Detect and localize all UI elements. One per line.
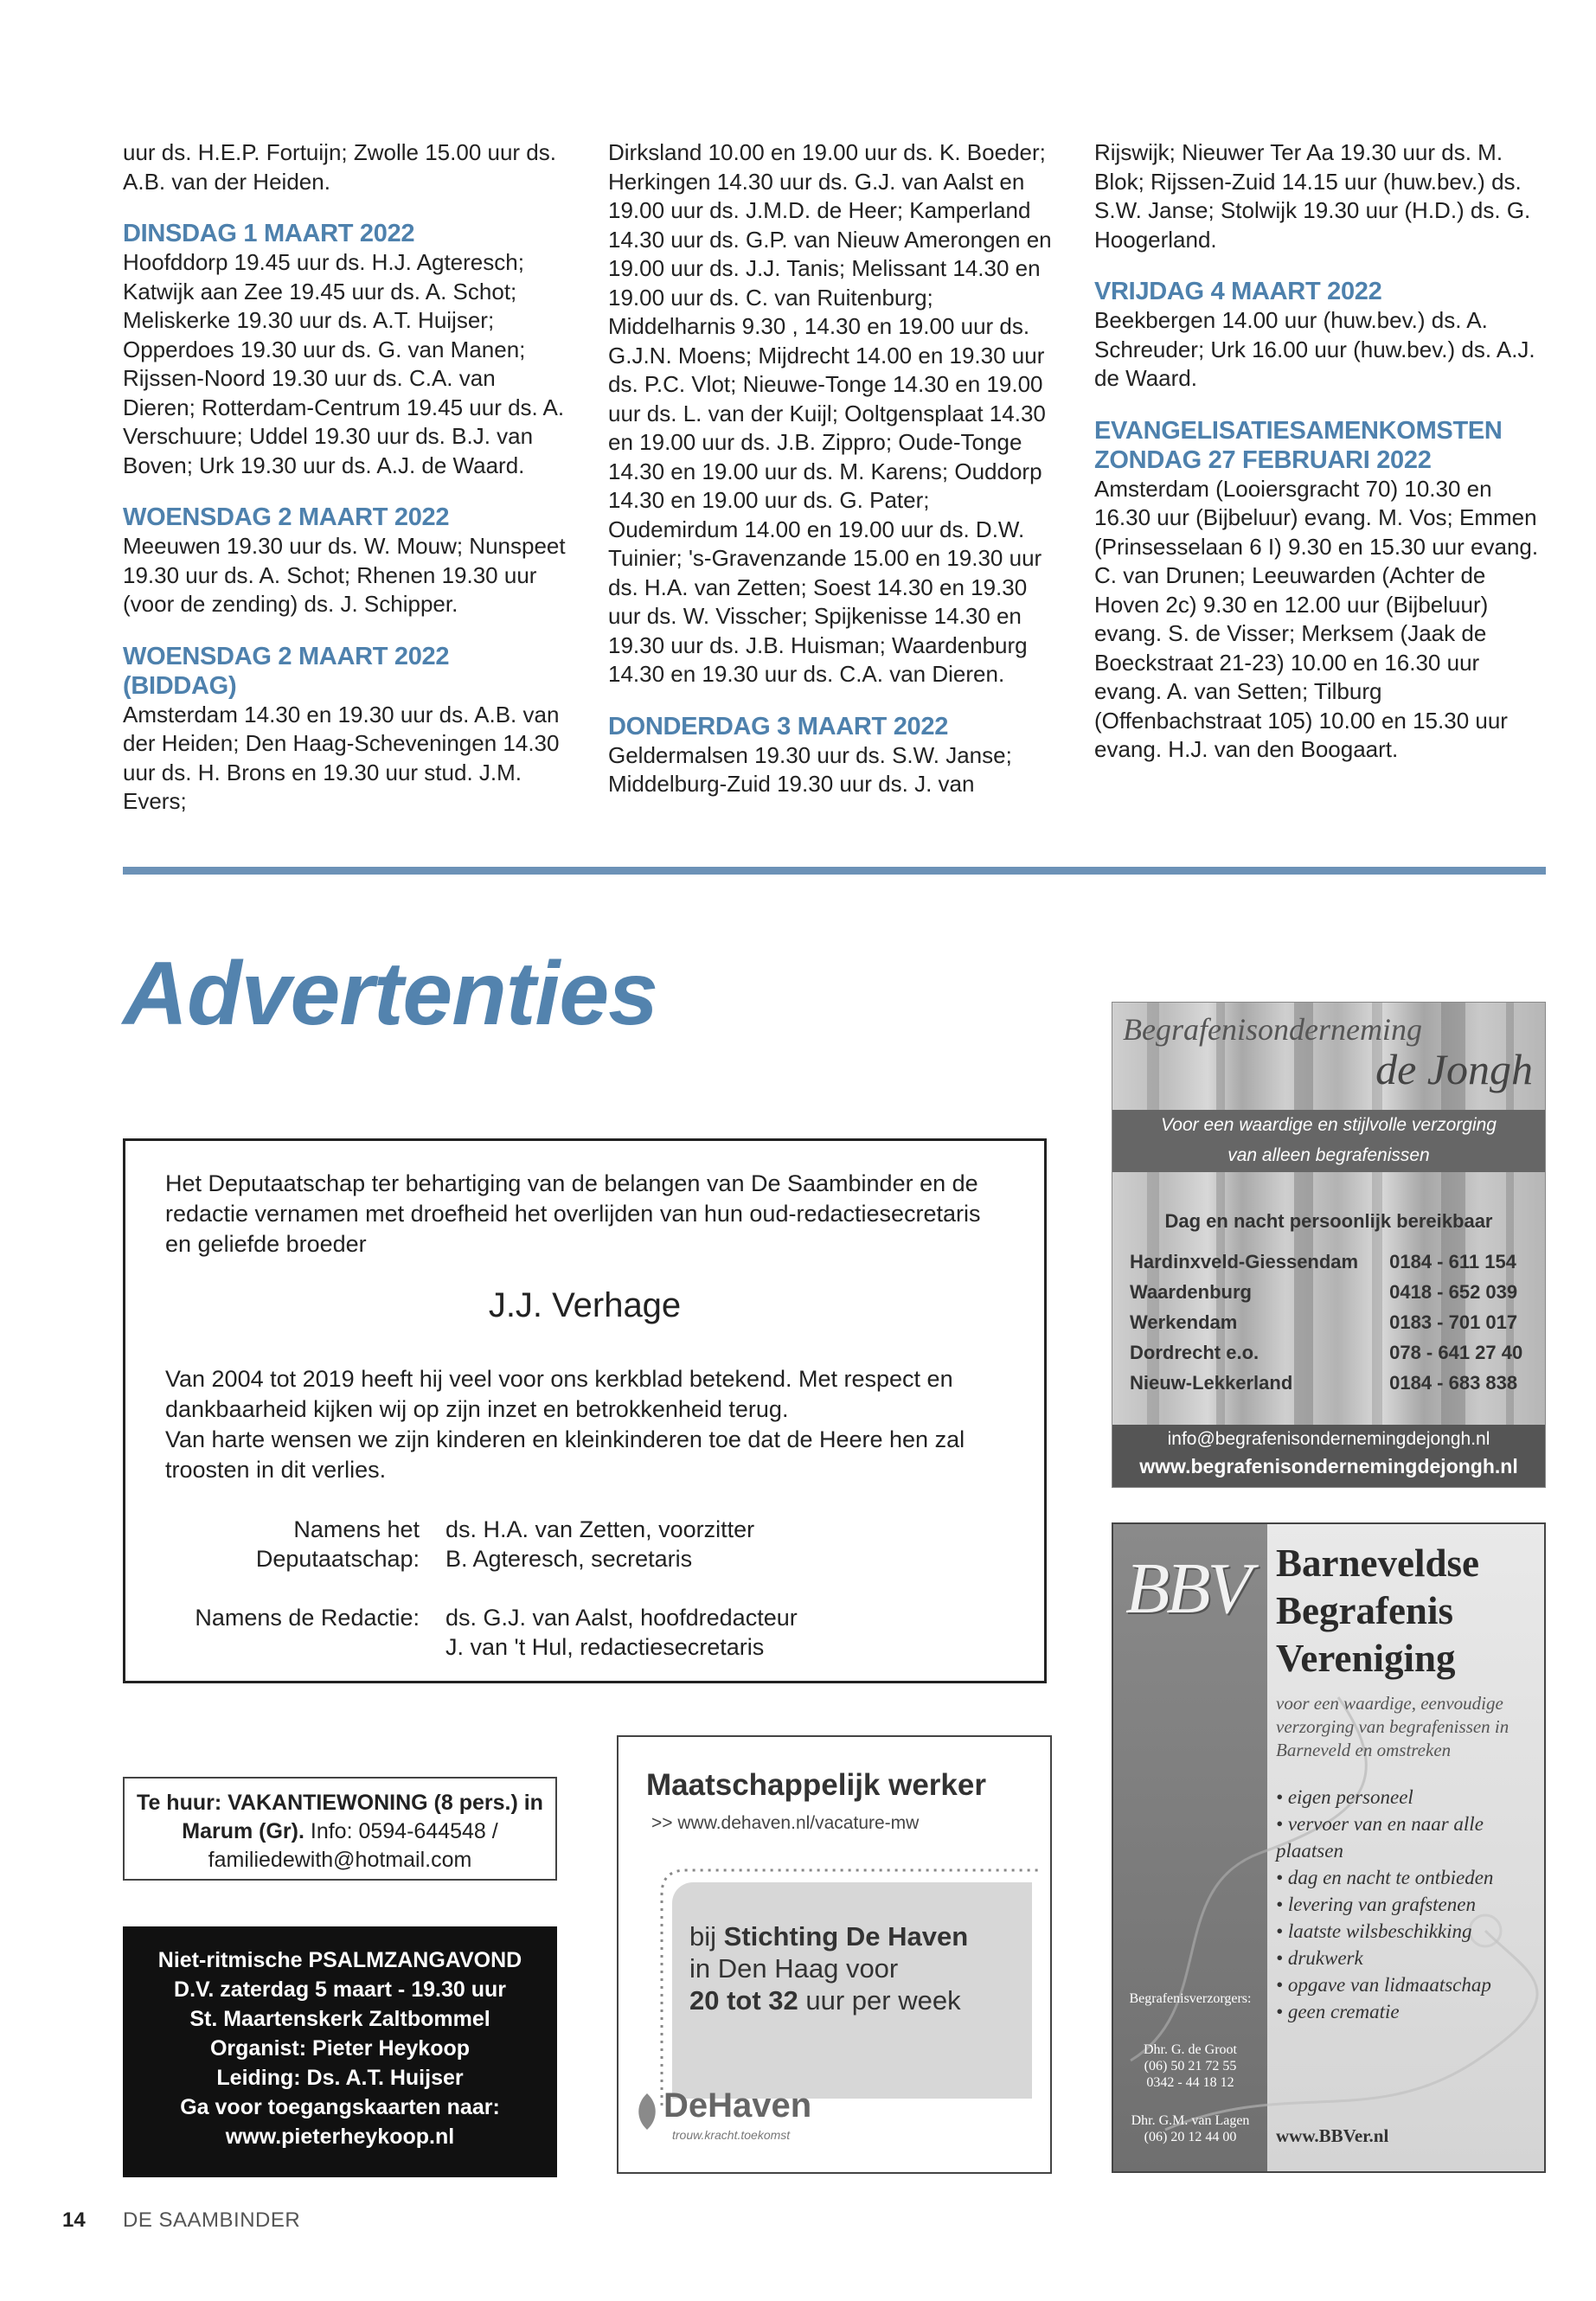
listing-column-2 xyxy=(608,138,1054,799)
ad-line: Organist: Pieter Heykoop xyxy=(209,2036,471,2061)
signature-label: Namens het Deputaatschap: xyxy=(255,1516,420,1572)
location-row: Hardinxveld-Giessendam 0184 - 611 154 xyxy=(1130,1250,1516,1272)
listing-column-3 xyxy=(1094,138,1540,765)
listing-text: Rijswijk; Nieuwer Ter Aa 19.30 uur ds. M. Blok; Rijssen-Zuid 14.15 uur (huw.bev.) ds. S.W. Janse; Stolwijk 19.30 uur (H.D.) ds. G. Hoogerland. xyxy=(1094,139,1531,253)
services-list xyxy=(1276,1784,1535,2025)
page-number: 14 xyxy=(62,2208,86,2232)
ad-line: Ga voor toegangskaarten naar: xyxy=(180,2095,500,2119)
obituary-notice xyxy=(123,1138,1047,1683)
list-item: • vervoer van en naar alle plaatsen xyxy=(1276,1811,1535,1864)
contact-footer xyxy=(1112,1425,1545,1487)
bbv-logo: BBV xyxy=(1125,1548,1248,1629)
listing-text: Geldermalsen 19.30 uur ds. S.W. Janse; Middelburg-Zuid 19.30 uur ds. J. van xyxy=(608,741,1012,797)
rental-headline: Te huur: VAKANTIEWONING (8 pers.) in Marum (Gr). xyxy=(137,1791,543,1843)
list-item: • dag en nacht te ontbieden xyxy=(1276,1864,1535,1891)
listing-text: uur ds. H.E.P. Fortuijn; Zwolle 15.00 uur ds. A.B. van der Heiden. xyxy=(123,139,556,195)
section-divider xyxy=(123,867,1546,875)
listing-date-heading: VRIJDAG 4 MAART 2022 xyxy=(1094,278,1382,305)
publication-name: DE SAAMBINDER xyxy=(123,2208,301,2232)
logo-text: de Jongh xyxy=(1375,1045,1533,1093)
dehaven-slogan: trouw.kracht.toekomst xyxy=(672,2128,791,2142)
ad-subtitle: voor een waardige, eenvoudige verzorging van begrafenissen in Barneveld en omstreken xyxy=(1276,1693,1509,1760)
listing-section-heading: EVANGELISATIESAMENKOMSTEN ZONDAG 27 FEBRUARI 2022 xyxy=(1094,416,1503,474)
rental-contact: Info: 0594-644548 / familiedewith@hotmail.com xyxy=(208,1819,498,1872)
availability-text: Dag en nacht persoonlijk bereikbaar xyxy=(1164,1210,1493,1232)
list-item: • laatste wilsbeschikking xyxy=(1276,1918,1535,1945)
ad-title: Barneveldse Begrafenis Vereniging xyxy=(1276,1541,1479,1680)
website-link[interactable]: www.begrafenisondernemingdejongh.nl xyxy=(1139,1455,1518,1477)
caretakers-label: Begrafenisverzorgers: xyxy=(1129,1991,1252,2006)
ad-line: Leiding: Ds. A.T. Huijser xyxy=(216,2066,464,2090)
listing-date-heading: WOENSDAG 2 MAART 2022 (BIDDAG) xyxy=(123,642,450,700)
listing-text: Dirksland 10.00 en 19.00 uur ds. K. Boeder; Herkingen 14.30 uur ds. G.J. van Aalst en 19.00 uur ds. J.M.D. de Heer; Kamperland 14.30 uur ds. G.P. van Nieuw Amerongen en 19.00 uur ds. J.J. Tanis; Melissant 14.30 en 19.00 uur ds. C. van Ruitenburg; Middelharnis 9.30 , 14.30 en 19.00 uur ds. G.J.N. Moens; Mijdrecht 14.00 en 19.30 uur ds. P.C. Vlot; Nieuwe-Tonge 14.30 en 19.00 uur ds. L. van der Kuijl; Ooltgensplaat 14.30 en 19.00 uur ds. J.B. Zippro; Oude-Tonge 14.30 en 19.00 uur ds. M. Karens; Ouddorp 14.30 en 19.00 uur ds. G. Pater; Oudemirdum 14.00 en 19.00 uur ds. D.W. Tuinier; 's-Gravenzande 15.00 en 19.30 uur ds. H.A. van Zetten; Soest 14.30 en 19.30 uur ds. W. Visscher; Spijkenisse 14.30 en 19.30 uur ds. J.B. Huisman; Waardenburg 14.30 en 19.30 uur ds. C.A. van Dieren. xyxy=(608,139,1052,687)
listing-date-heading: WOENSDAG 2 MAART 2022 xyxy=(123,503,450,531)
ad-line: Niet-ritmische PSALMZANGAVOND xyxy=(157,1948,522,1972)
list-item: • geen crematie xyxy=(1276,1998,1535,2025)
tagline: Voor een waardige en stijlvolle verzorging van alleen begrafenissen xyxy=(1112,1110,1545,1172)
list-item: • opgave van lidmaatschap xyxy=(1276,1971,1535,1998)
website-link[interactable]: www.BBVer.nl xyxy=(1276,2125,1389,2146)
listing-column-1 xyxy=(123,138,568,817)
page-title: Advertenties xyxy=(123,944,657,1044)
ad-dehaven-vacature xyxy=(617,1735,1052,2174)
location-row: Werkendam 0183 - 701 017 xyxy=(1130,1311,1518,1333)
ad-barneveldse-begrafenis-vereniging xyxy=(1112,1522,1546,2173)
listing-text: Beekbergen 14.00 uur (huw.bev.) ds. A. Schreuder; Urk 16.00 uur (huw.bev.) ds. A.J. de Waard. xyxy=(1094,307,1535,391)
signature-names: ds. H.A. van Zetten, voorzitter B. Agteresch, secretaris xyxy=(445,1516,755,1572)
location-row: Waardenburg 0418 - 652 039 xyxy=(1130,1280,1518,1303)
caretaker-contact: Dhr. G. de Groot (06) 50 21 72 55 0342 - 44 18 12 xyxy=(1144,2042,1237,2090)
list-item: • eigen personeel xyxy=(1276,1784,1535,1811)
listing-text: Hoofddorp 19.45 uur ds. H.J. Agteresch; Katwijk aan Zee 19.45 uur ds. A. Schot; Meliskerke 19.30 uur ds. A.T. Huijser; Opperdoes 19.30 uur ds. G. van Manen; Rijssen-Noord 19.30 uur ds. C.A. van Dieren; Rotterdam-Centrum 19.45 uur ds. A. Verschuure; Uddel 19.30 uur ds. B.J. van Boven; Urk 19.30 uur ds. A.J. de Waard. xyxy=(123,249,565,478)
signature-label: Namens de Redactie: xyxy=(195,1605,420,1631)
job-description: bij Stichting De Haven in Den Haag voor 20 tot 32 uur per week xyxy=(689,1921,969,2016)
listing-text: Amsterdam (Looiersgracht 70) 10.30 en 16.30 uur (Bijbeluur) evang. M. Vos; Emmen (Prinsesselaan 6 I) 9.30 en 15.30 uur evang. C. van Drunen; Leeuwarden (Achter de Hoven 2c) 9.30 en 12.00 uur (Bijbeluur) evang. S. de Visser; Merksem (Jaak de Boeckstraat 21-23) 10.00 en 16.30 uur evang. A. van Setten; Tilburg (Offenbachstraat 105) 10.00 en 15.30 uur evang. H.J. van den Boogaart. xyxy=(1094,475,1539,762)
listing-text: Amsterdam 14.30 en 19.30 uur ds. A.B. van der Heiden; Den Haag-Scheveningen 14.30 uur ds. H. Brons en 19.30 uur stud. J.M. Evers; xyxy=(123,701,560,814)
job-title: Maatschappelijk werker xyxy=(646,1768,986,1802)
website-link[interactable]: www.pieterheykoop.nl xyxy=(225,2125,455,2149)
listing-date-heading: DINSDAG 1 MAART 2022 xyxy=(123,220,415,247)
list-item: • drukwerk xyxy=(1276,1945,1535,1971)
listing-date-heading: DONDERDAG 3 MAART 2022 xyxy=(608,712,949,740)
logo-text: Begrafenisonderneming xyxy=(1123,1012,1422,1047)
ad-line: St. Maartenskerk Zaltbommel xyxy=(189,2007,490,2031)
ad-line: D.V. zaterdag 5 maart - 19.30 uur xyxy=(174,1977,506,2002)
dehaven-logo: DeHaven xyxy=(663,2086,812,2125)
dehaven-leaf-icon xyxy=(634,2092,660,2131)
obituary-body: Van 2004 tot 2019 heeft hij veel voor ons kerkblad betekend. Met respect en dankbaarheid kijken wij op zijn inzet en betrokkenheid terug. Van harte wensen we zijn kinderen en kleinkinderen toe dat de Heere hen zal troosten in dit verlies. xyxy=(165,1366,965,1483)
caretaker-contact: Dhr. G.M. van Lagen (06) 20 12 44 00 xyxy=(1131,2113,1250,2144)
ad-psalmzangavond xyxy=(123,1926,557,2177)
ad-vakantiewoning xyxy=(123,1777,557,1881)
obituary-name: J.J. Verhage xyxy=(488,1286,682,1324)
ad-begrafenisonderneming-de-jongh xyxy=(1112,1002,1546,1488)
listing-text: Meeuwen 19.30 uur ds. W. Mouw; Nunspeet 19.30 uur ds. A. Schot; Rhenen 19.30 uur (voor de zending) ds. J. Schipper. xyxy=(123,533,566,617)
email-link[interactable]: info@begrafenisondernemingdejongh.nl xyxy=(1167,1429,1490,1449)
signature-names: ds. G.J. van Aalst, hoofdredacteur J. van 't Hul, redactiesecretaris xyxy=(445,1605,798,1660)
vacancy-link[interactable]: >> www.dehaven.nl/vacature-mw xyxy=(651,1813,920,1833)
location-row: Nieuw-Lekkerland 0184 - 683 838 xyxy=(1130,1371,1518,1394)
obituary-intro: Het Deputaatschap ter behartiging van de belangen van De Saambinder en de redactie vernamen met droefheid het overlijden van hun oud-redactiesecretaris en geliefde broeder xyxy=(165,1170,981,1257)
location-phone-list xyxy=(1130,1247,1522,1398)
location-row: Dordrecht e.o. 078 - 641 27 40 xyxy=(1130,1341,1523,1363)
list-item: • levering van grafstenen xyxy=(1276,1891,1535,1918)
